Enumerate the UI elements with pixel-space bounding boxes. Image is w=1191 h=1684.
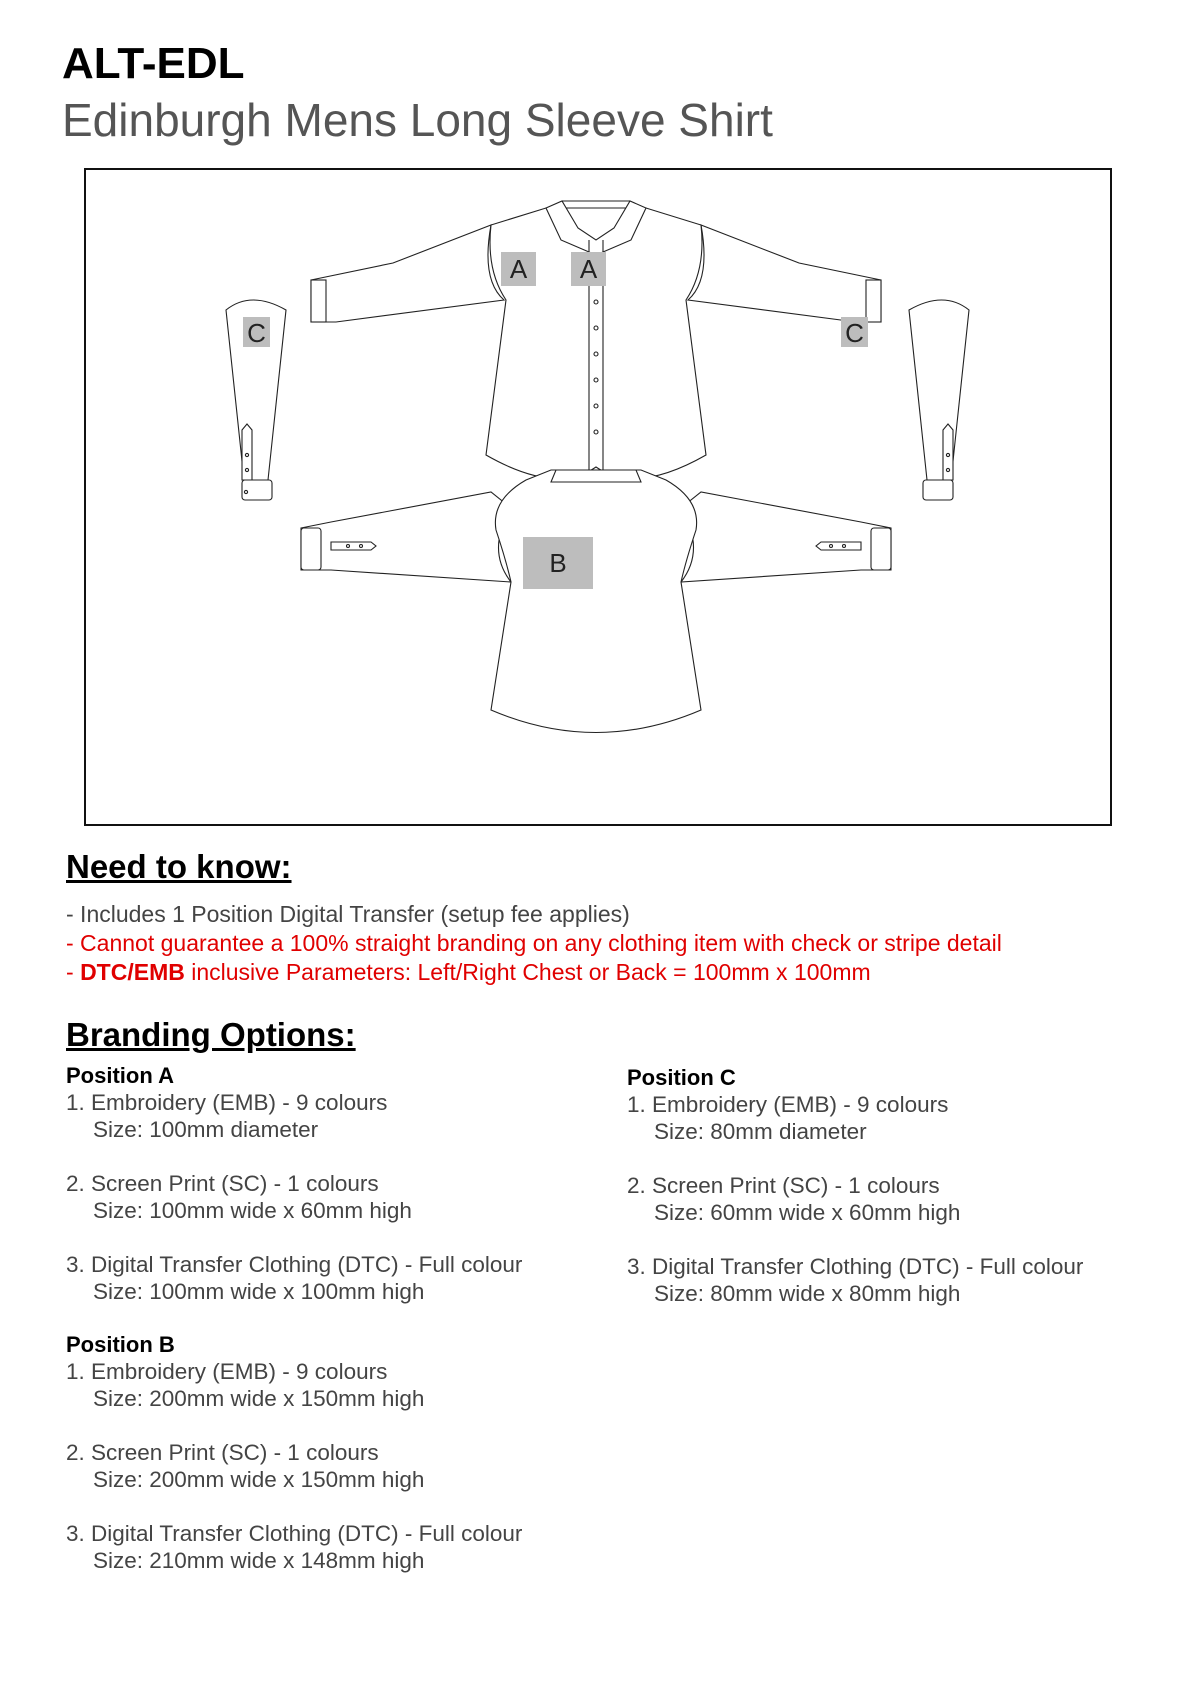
line3-prefix: - [66, 959, 81, 985]
option-method: 3. Digital Transfer Clothing (DTC) - Full colour [627, 1254, 1084, 1279]
label-a-right: A [579, 254, 598, 284]
option-method: 3. Digital Transfer Clothing (DTC) - Full colour [66, 1521, 523, 1546]
position-a-block [66, 1062, 522, 1332]
label-c-left: C [247, 318, 266, 348]
position-a-option-1 [66, 1089, 522, 1143]
label-c-right: C [845, 318, 864, 348]
product-code: ALT-EDL [62, 39, 245, 88]
option-size: Size: 60mm wide x 60mm high [654, 1200, 961, 1225]
position-c-block [627, 1064, 1083, 1334]
option-method: 1. Embroidery (EMB) - 9 colours [627, 1092, 949, 1117]
option-size: Size: 200mm wide x 150mm high [93, 1386, 425, 1411]
line3-bold: DTC/EMB [80, 959, 185, 985]
shirt-illustration [86, 170, 1109, 823]
option-method: 2. Screen Print (SC) - 1 colours [627, 1173, 940, 1198]
label-a-left: A [509, 254, 528, 284]
option-method: 2. Screen Print (SC) - 1 colours [66, 1440, 379, 1465]
position-a-option-2 [66, 1170, 522, 1224]
label-b: B [549, 548, 567, 578]
option-size: Size: 200mm wide x 150mm high [93, 1467, 425, 1492]
product-name: Edinburgh Mens Long Sleeve Shirt [62, 94, 773, 146]
need-to-know-line-2: - Cannot guarantee a 100% straight branding on any clothing item with check or stripe detail [66, 930, 1002, 956]
option-size: Size: 80mm diameter [654, 1119, 867, 1144]
position-a-title: Position A [66, 1063, 174, 1088]
need-to-know-line-1: - Includes 1 Position Digital Transfer (setup fee applies) [66, 901, 630, 927]
back-shirt [301, 470, 891, 733]
right-sleeve-detail [909, 300, 969, 500]
option-size: Size: 100mm wide x 100mm high [93, 1279, 425, 1304]
position-b-block [66, 1331, 522, 1601]
position-b-title: Position B [66, 1332, 175, 1357]
option-method: 3. Digital Transfer Clothing (DTC) - Full colour [66, 1252, 523, 1277]
option-method: 1. Embroidery (EMB) - 9 colours [66, 1359, 388, 1384]
position-b-option-2 [66, 1439, 522, 1493]
need-to-know-line-3 [66, 958, 1002, 987]
option-method: 2. Screen Print (SC) - 1 colours [66, 1171, 379, 1196]
position-c-option-3 [627, 1253, 1083, 1307]
option-size: Size: 100mm wide x 60mm high [93, 1198, 412, 1223]
option-size: Size: 210mm wide x 148mm high [93, 1548, 425, 1573]
line3-rest: inclusive Parameters: Left/Right Chest or Back = 100mm x 100mm [184, 959, 871, 985]
position-c-title: Position C [627, 1065, 736, 1090]
shirt-diagram [84, 168, 1112, 826]
position-c-option-2 [627, 1172, 1083, 1226]
option-size: Size: 100mm diameter [93, 1117, 319, 1142]
need-to-know-heading: Need to know: [66, 848, 292, 885]
position-b-option-1 [66, 1358, 522, 1412]
option-size: Size: 80mm wide x 80mm high [654, 1281, 961, 1306]
branding-options-heading: Branding Options: [66, 1016, 356, 1053]
option-method: 1. Embroidery (EMB) - 9 colours [66, 1090, 388, 1115]
position-c-option-1 [627, 1091, 1083, 1145]
position-b-option-3 [66, 1520, 522, 1574]
front-shirt [311, 201, 881, 479]
position-a-option-3 [66, 1251, 522, 1305]
need-to-know-list [66, 900, 1002, 987]
